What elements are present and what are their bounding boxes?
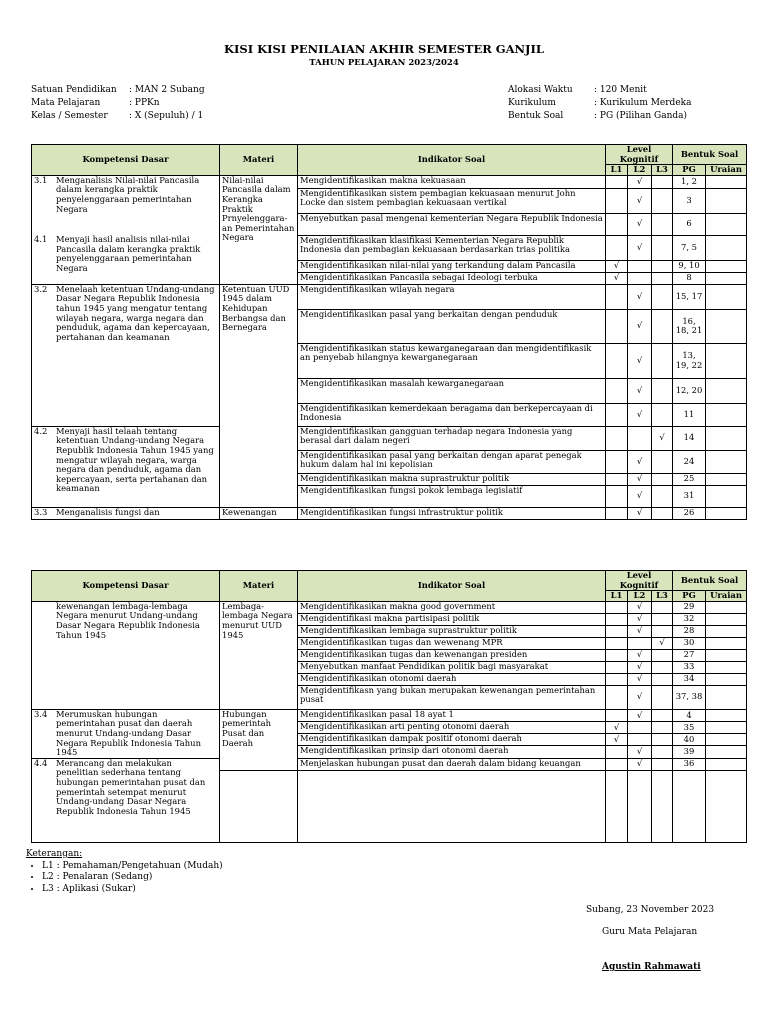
materi-cell (220, 770, 298, 842)
level-l2-cell: √ (628, 175, 652, 188)
info-value: : PG (Pilihan Ganda) (594, 111, 688, 121)
indikator-cell: Mengidentifikasikan otonomi daerah (298, 673, 606, 685)
level-l3-cell (652, 378, 673, 403)
header-l1: L1 (606, 165, 628, 176)
level-l1-cell (606, 473, 628, 485)
pg-cell: 33 (673, 661, 706, 673)
level-l2-cell: √ (628, 649, 652, 661)
pg-cell: 34 (673, 673, 706, 685)
kd-text: Menyaji hasil telaah tentang ketentuan Undang-undang Negara Republik Indonesia Tahun 1945 yang mengatur wilayah negara, warga negara dan penduduk, agama dan kepercayaan, serta pertahanan dan keamanan (56, 425, 214, 494)
level-l1-cell (606, 637, 628, 649)
materi-cell: Kewenangan (220, 507, 298, 519)
level-l1-cell (606, 213, 628, 235)
empty-cell (652, 770, 673, 842)
table-row (32, 758, 747, 770)
level-l2-cell: √ (628, 284, 652, 309)
indikator-cell (298, 770, 606, 842)
level-l2-cell: √ (628, 758, 652, 770)
level-l3-cell (652, 685, 673, 709)
info-value: : Kurikulum Merdeka (594, 98, 692, 108)
indikator-cell: Mengidentifikasikan arti penting otonomi daerah (298, 722, 606, 734)
pg-cell: 1, 2 (673, 175, 706, 188)
materi-cell: Nilai-nilai Pancasila dalam Kerangka Praktik Prnyelenggara-an Pemerintahan Negara (220, 175, 298, 284)
level-l1-cell (606, 673, 628, 685)
kd-text: Menganalisis fungsi dan (56, 506, 160, 517)
header-level: Level Kognitif (606, 145, 673, 165)
kd-number: 3.3 (34, 506, 48, 517)
kd-text: Merancang dan melakukan penelitian sederhana tentang hubungan pemerintahan pusat dan pemerintah setempat menurut Undang-undang Dasar Negara Republik Indonesia Tahun 1945 (56, 757, 206, 816)
header-kd: Kompetensi Dasar (32, 145, 220, 176)
info-label: Mata Pelajaran (31, 98, 101, 108)
info-label: Satuan Pendidikan (31, 85, 117, 95)
info-label: Alokasi Waktu (508, 85, 573, 95)
kd-number: 3.4 (34, 708, 48, 719)
level-l1-cell (606, 709, 628, 721)
kd-number (34, 602, 56, 640)
uraian-cell (706, 213, 747, 235)
level-l1-cell (606, 649, 628, 661)
level-l2-cell: √ (628, 403, 652, 426)
kd-number: 3.2 (34, 283, 48, 294)
pg-cell: 8 (673, 272, 706, 284)
level-l1-cell (606, 284, 628, 309)
level-l2-cell: √ (628, 673, 652, 685)
level-l3-cell (652, 272, 673, 284)
level-l3-cell (652, 507, 673, 519)
indikator-cell: Menyebutkan manfaat Pendidikan politik bagi masyarakat (298, 661, 606, 673)
level-l3-cell (652, 649, 673, 661)
indikator-cell: Mengidentifikasikan pasal 18 ayat 1 (298, 709, 606, 721)
indikator-cell: Mengidentifikasikan kemerdekaan beragama dan berkepercayaan di Indonesia (298, 403, 606, 426)
level-l2-cell: √ (628, 507, 652, 519)
uraian-cell (706, 746, 747, 758)
materi-cell: Hubungan pemerintah Pusat dan Daerah (220, 709, 298, 770)
pg-cell: 13, 19, 22 (673, 343, 706, 378)
level-l2-cell: √ (628, 709, 652, 721)
header-uraian: Uraian (706, 165, 747, 176)
pg-cell: 39 (673, 746, 706, 758)
uraian-cell (706, 378, 747, 403)
pg-cell: 6 (673, 213, 706, 235)
kd-number: 3.1 (34, 174, 48, 185)
indikator-cell: Mengidentifikasikan masalah kewarganegaraan (298, 378, 606, 403)
keterangan-item: • L2 : Penalaran (Sedang) (42, 872, 223, 884)
pg-cell: 27 (673, 649, 706, 661)
document-title: KISI KISI PENILAIAN AKHIR SEMESTER GANJIL (224, 42, 544, 56)
level-l3-cell (652, 673, 673, 685)
indikator-cell: Mengidentifikasn yang bukan merupakan kewenangan pemerintahan pusat (298, 685, 606, 709)
pg-cell: 16, 18, 21 (673, 309, 706, 343)
level-l2-cell: √ (628, 485, 652, 507)
pg-cell: 4 (673, 709, 706, 721)
uraian-cell (706, 188, 747, 213)
info-value: : 120 Menit (594, 85, 647, 95)
uraian-cell (706, 661, 747, 673)
pg-cell: 15, 17 (673, 284, 706, 309)
info-value: : PPKn (129, 98, 160, 108)
uraian-cell (706, 260, 747, 272)
level-l3-cell (652, 473, 673, 485)
keterangan-title: Keterangan: (26, 849, 83, 859)
uraian-cell (706, 175, 747, 188)
kisi-table-2 (31, 570, 747, 843)
level-l3-cell (652, 601, 673, 613)
level-l2-cell: √ (628, 625, 652, 637)
kd-cell (32, 758, 220, 842)
header-kd: Kompetensi Dasar (32, 571, 220, 602)
pg-cell: 30 (673, 637, 706, 649)
pg-cell: 14 (673, 426, 706, 450)
table-row (32, 235, 747, 260)
uraian-cell (706, 685, 747, 709)
level-l2-cell: √ (628, 235, 652, 260)
kd-number: 4.1 (34, 234, 48, 245)
level-l1-cell (606, 601, 628, 613)
header-materi: Materi (220, 145, 298, 176)
level-l1-cell (606, 235, 628, 260)
kd-cell (32, 426, 220, 507)
level-l1-cell (606, 403, 628, 426)
indikator-cell: Mengidentifikasikan fungsi pokok lembaga legislatif (298, 485, 606, 507)
kd-text: Menganalisis Nilai-nilai Pancasila dalam kerangka praktik penyelenggaraan pemerintahan Negara (56, 174, 200, 214)
level-l3-cell (652, 403, 673, 426)
level-l3-cell (652, 284, 673, 309)
kd-text: kewenangan lembaga-lembaga Negara menurut Undang-undang Dasar Negara Republik Indonesia Tahun 1945 (56, 600, 200, 640)
level-l2-cell: √ (628, 685, 652, 709)
level-l3-cell (652, 613, 673, 625)
kd-text: Menelaah ketentuan Undang-undang Dasar Negara Republik Indonesia tahun 1945 yang mengatur tentang wilayah negara, warga negara dan penduduk, agama dan kepercayaan, pertahanan dan keamanan (56, 283, 215, 342)
kd-cell (32, 235, 220, 284)
pg-cell: 9, 10 (673, 260, 706, 272)
info-label: Bentuk Soal (508, 111, 564, 121)
uraian-cell (706, 601, 747, 613)
kd-cell (32, 175, 220, 235)
uraian-cell (706, 235, 747, 260)
indikator-cell: Mengidentifikasikan gangguan terhadap negara Indonesia yang berasal dari dalam negeri (298, 426, 606, 450)
pg-cell: 24 (673, 450, 706, 473)
indikator-cell: Mengidentifikasikan klasifikasi Kementerian Negara Republik Indonesia dan pembagian kekuasaan berdasarkan trias politika (298, 235, 606, 260)
header-l3: L3 (652, 165, 673, 176)
header-indikator: Indikator Soal (298, 571, 606, 602)
materi-cell: Ketentuan UUD 1945 dalam Kehidupan Berbangsa dan Bernegara (220, 284, 298, 507)
level-l3-cell (652, 175, 673, 188)
level-l3-cell (652, 260, 673, 272)
signature-role: Guru Mata Pelajaran (602, 927, 698, 937)
uraian-cell (706, 649, 747, 661)
table-row (32, 601, 747, 613)
level-l1-cell (606, 625, 628, 637)
kd-cell (32, 507, 220, 519)
uraian-cell (706, 485, 747, 507)
level-l2-cell: √ (628, 188, 652, 213)
indikator-cell: Mengidentifikasikan pasal yang berkaitan dengan aparat penegak hukum dalam hal ini kepolisian (298, 450, 606, 473)
table-row (32, 709, 747, 721)
header-indikator: Indikator Soal (298, 145, 606, 176)
pg-cell: 11 (673, 403, 706, 426)
level-l2-cell: √ (628, 450, 652, 473)
level-l2-cell: √ (628, 746, 652, 758)
info-label: Kurikulum (508, 98, 556, 108)
level-l1-cell (606, 613, 628, 625)
table-row (32, 426, 747, 450)
level-l2-cell: √ (628, 213, 652, 235)
level-l2-cell (628, 637, 652, 649)
info-label: Kelas / Semester (31, 111, 108, 121)
pg-cell: 36 (673, 758, 706, 770)
level-l1-cell (606, 188, 628, 213)
kd-cell (32, 284, 220, 426)
empty-cell (673, 770, 706, 842)
header-pg: PG (673, 165, 706, 176)
level-l2-cell: √ (628, 343, 652, 378)
indikator-cell: Mengidentifikasikan pasal yang berkaitan dengan penduduk (298, 309, 606, 343)
uraian-cell (706, 709, 747, 721)
level-l1-cell (606, 685, 628, 709)
document-subtitle: TAHUN PELAJARAN 2023/2024 (309, 58, 459, 68)
table-row (32, 175, 747, 188)
pg-cell: 28 (673, 625, 706, 637)
indikator-cell: Menyebutkan pasal mengenai kementerian Negara Republik Indonesia (298, 213, 606, 235)
header-l3: L3 (652, 591, 673, 602)
level-l1-cell (606, 485, 628, 507)
indikator-cell: Mengidentifikasikan sistem pembagian kekuasaan menurut John Locke dan sistem pembagian kekuasaan vertikal (298, 188, 606, 213)
level-l1-cell (606, 175, 628, 188)
level-l2-cell: √ (628, 613, 652, 625)
indikator-cell: Mengidentifikasi makna partisipasi politik (298, 613, 606, 625)
level-l3-cell (652, 758, 673, 770)
level-l3-cell (652, 343, 673, 378)
indikator-cell: Mengidentifikasikan wilayah negara (298, 284, 606, 309)
indikator-cell: Mengidentifikasikan status kewarganegaraan dan mengidentifikasik an penyebab hilangnya kewarganegaraan (298, 343, 606, 378)
indikator-cell: Mengidentifikasikan tugas dan kewenangan presiden (298, 649, 606, 661)
level-l1-cell (606, 746, 628, 758)
level-l2-cell (628, 272, 652, 284)
table-row (32, 507, 747, 519)
pg-cell: 26 (673, 507, 706, 519)
signature-place-date: Subang, 23 November 2023 (586, 905, 715, 915)
header-uraian: Uraian (706, 591, 747, 602)
header-l2: L2 (628, 165, 652, 176)
kd-number: 4.2 (34, 425, 48, 436)
level-l2-cell: √ (628, 378, 652, 403)
level-l3-cell (652, 746, 673, 758)
uraian-cell (706, 426, 747, 450)
indikator-cell: Mengidentifikasikan fungsi infrastruktur politik (298, 507, 606, 519)
indikator-cell: Mengidentifikasikan makna kekuasaan (298, 175, 606, 188)
keterangan-item: • L3 : Aplikasi (Sukar) (42, 884, 223, 896)
header-bentuk: Bentuk Soal (673, 571, 747, 591)
materi-cell: Lembaga-lembaga Negara menurut UUD 1945 (220, 601, 298, 709)
level-l1-cell (606, 661, 628, 673)
keterangan (26, 849, 223, 895)
uraian-cell (706, 613, 747, 625)
pg-cell: 40 (673, 734, 706, 746)
level-l1-cell: √ (606, 272, 628, 284)
level-l2-cell: √ (628, 309, 652, 343)
indikator-cell: Mengidentifikasikan makna suprastruktur politik (298, 473, 606, 485)
header-l1: L1 (606, 591, 628, 602)
level-l3-cell (652, 450, 673, 473)
level-l3-cell (652, 235, 673, 260)
pg-cell: 3 (673, 188, 706, 213)
signature-name: Agustin Rahmawati (602, 962, 701, 972)
pg-cell: 12, 20 (673, 378, 706, 403)
info-right (508, 84, 691, 123)
pg-cell: 31 (673, 485, 706, 507)
indikator-cell: Mengidentifikasikan nilai-nilai yang terkandung dalam Pancasila (298, 260, 606, 272)
level-l2-cell (628, 426, 652, 450)
level-l1-cell (606, 507, 628, 519)
uraian-cell (706, 284, 747, 309)
kisi-table-1 (31, 144, 747, 520)
level-l1-cell (606, 309, 628, 343)
level-l1-cell: √ (606, 722, 628, 734)
level-l3-cell (652, 722, 673, 734)
indikator-cell: Mengidentifikasikan Pancasila sebagai Ideologi terbuka (298, 272, 606, 284)
uraian-cell (706, 309, 747, 343)
level-l3-cell (652, 213, 673, 235)
pg-cell: 29 (673, 601, 706, 613)
level-l3-cell: √ (652, 426, 673, 450)
header-bentuk: Bentuk Soal (673, 145, 747, 165)
uraian-cell (706, 507, 747, 519)
level-l3-cell (652, 625, 673, 637)
level-l1-cell (606, 758, 628, 770)
header-level: Level Kognitif (606, 571, 673, 591)
pg-cell: 32 (673, 613, 706, 625)
empty-cell (606, 770, 628, 842)
info-left (31, 84, 205, 123)
keterangan-item: • L1 : Pemahaman/Pengetahuan (Mudah) (42, 861, 223, 873)
level-l2-cell (628, 722, 652, 734)
uraian-cell (706, 758, 747, 770)
pg-cell: 35 (673, 722, 706, 734)
level-l2-cell (628, 734, 652, 746)
kd-text: Merumuskan hubungan pemerintahan pusat dan daerah menurut Undang-undang Dasar Negara Republik Indonesia Tahun 1945 (56, 708, 201, 758)
level-l1-cell: √ (606, 260, 628, 272)
uraian-cell (706, 722, 747, 734)
level-l1-cell (606, 378, 628, 403)
kd-text: Menyaji hasil analisis nilai-nilai Pancasila dalam kerangka praktik penyelenggaraan pemerintahan Negara (56, 234, 201, 274)
indikator-cell: Mengidentifikasikan prinsip dari otonomi daerah (298, 746, 606, 758)
level-l1-cell (606, 450, 628, 473)
indikator-cell: Mengidentifikasikan lembaga suprastruktur politik (298, 625, 606, 637)
empty-cell (706, 770, 747, 842)
kd-cell (32, 709, 220, 758)
level-l2-cell: √ (628, 473, 652, 485)
pg-cell: 37, 38 (673, 685, 706, 709)
kd-cell (32, 601, 220, 709)
level-l2-cell: √ (628, 601, 652, 613)
level-l1-cell (606, 343, 628, 378)
uraian-cell (706, 343, 747, 378)
info-value: : MAN 2 Subang (129, 85, 205, 95)
uraian-cell (706, 734, 747, 746)
pg-cell: 7, 5 (673, 235, 706, 260)
info-value: : X (Sepuluh) / 1 (129, 111, 204, 121)
header-materi: Materi (220, 571, 298, 602)
uraian-cell (706, 403, 747, 426)
level-l1-cell (606, 426, 628, 450)
uraian-cell (706, 450, 747, 473)
uraian-cell (706, 637, 747, 649)
uraian-cell (706, 673, 747, 685)
indikator-cell: Mengidentifikasikan tugas dan wewenang MPR (298, 637, 606, 649)
level-l3-cell: √ (652, 637, 673, 649)
level-l3-cell (652, 709, 673, 721)
level-l1-cell: √ (606, 734, 628, 746)
level-l3-cell (652, 309, 673, 343)
uraian-cell (706, 272, 747, 284)
indikator-cell: Mengidentifikasikan makna good government (298, 601, 606, 613)
level-l3-cell (652, 734, 673, 746)
pg-cell: 25 (673, 473, 706, 485)
level-l3-cell (652, 661, 673, 673)
uraian-cell (706, 625, 747, 637)
level-l2-cell (628, 260, 652, 272)
uraian-cell (706, 473, 747, 485)
indikator-cell: Mengidentifikasikan dampak positif otonomi daerah (298, 734, 606, 746)
header-l2: L2 (628, 591, 652, 602)
empty-cell (628, 770, 652, 842)
header-pg: PG (673, 591, 706, 602)
level-l3-cell (652, 188, 673, 213)
level-l2-cell: √ (628, 661, 652, 673)
table-row (32, 284, 747, 309)
kd-number: 4.4 (34, 757, 48, 768)
indikator-cell: Menjelaskan hubungan pusat dan daerah dalam bidang keuangan (298, 758, 606, 770)
level-l3-cell (652, 485, 673, 507)
